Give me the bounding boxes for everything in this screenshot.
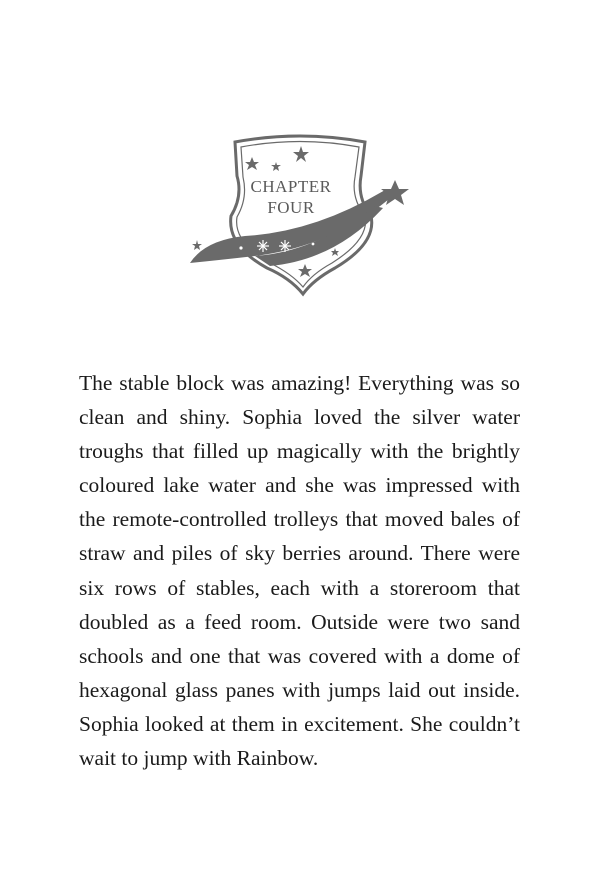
star-icon (192, 240, 202, 250)
chapter-number: FOUR (267, 198, 315, 217)
body-paragraph: The stable block was amazing! Everything was so clean and shiny. Sophia loved the silver water troughs that filled up magically with the brightly coloured lake water and she was impressed with the remote-controlled trolleys that moved bales of straw and piles of sky berries around. There were six rows of stables, each with a storeroom that doubled as a feed room. Outside were two sand schools and one that was covered with a dome of hexagonal glass panes with jumps laid out inside. Sophia looked at them in excitement. She couldn’t wait to jump with Rainbow. (79, 371, 520, 771)
chapter-heading (236, 176, 346, 218)
chapter-label: CHAPTER (250, 177, 332, 196)
